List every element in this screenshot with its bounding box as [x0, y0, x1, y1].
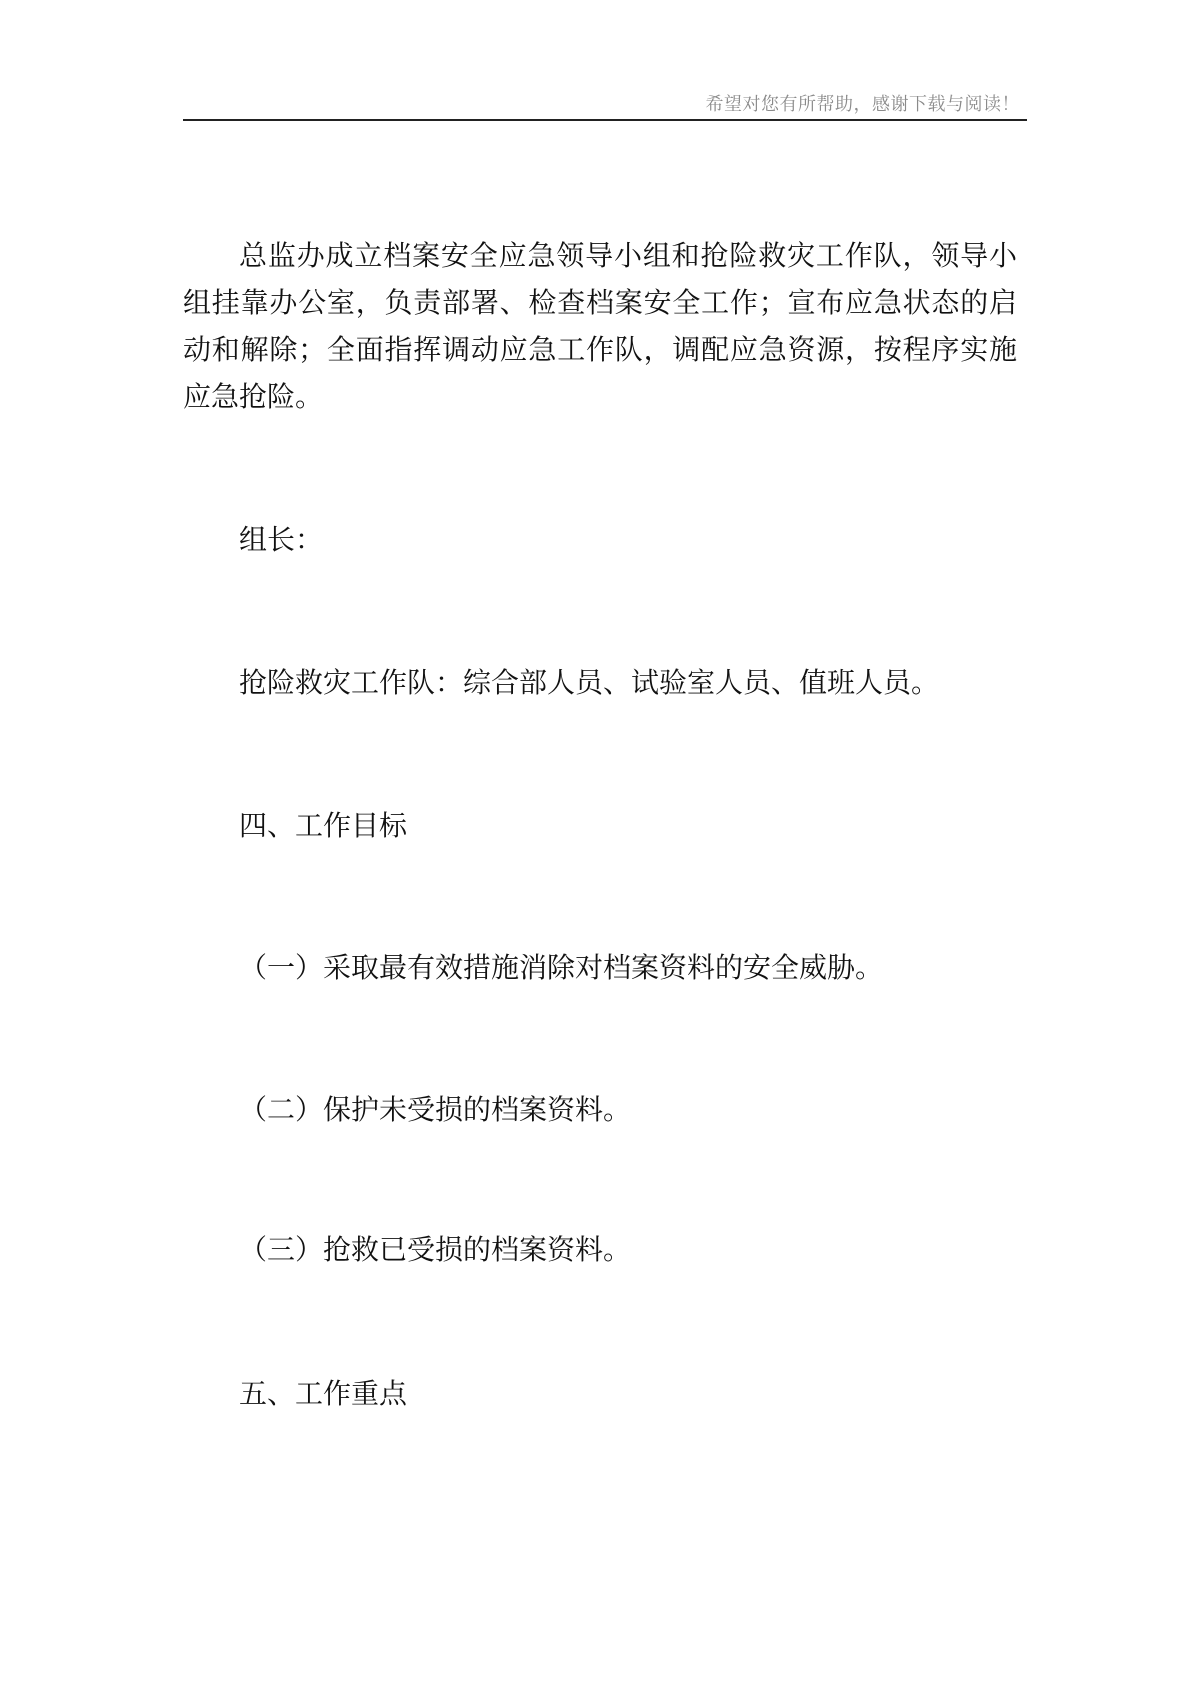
goal-item-3: （三）抢救已受损的档案资料。: [239, 1233, 632, 1266]
rescue-team-line: 抢险救灾工作队：综合部人员、试验室人员、值班人员。: [239, 666, 940, 699]
header-note: 希望对您有所帮助，感谢下载与阅读！: [705, 94, 1020, 115]
goal-item-1: （一）采取最有效措施消除对档案资料的安全威胁。: [239, 951, 884, 984]
goal-item-2: （二）保护未受损的档案资料。: [239, 1093, 632, 1126]
header-divider: [183, 119, 1027, 121]
paragraph-text: 总监办成立档案安全应急领导小组和抢险救灾工作队，领导小组挂靠办公室，负责部署、检查档案安全工作；宣布应急状态的启动和解除；全面指挥调动应急工作队，调配应急资源，按程序实施应急抢险。: [183, 239, 1017, 413]
leader-line: 组长：: [239, 523, 324, 556]
section-heading-work-goals: 四、工作目标: [239, 809, 408, 842]
section-heading-work-focus: 五、工作重点: [239, 1377, 408, 1410]
paragraph-leadership-group: [183, 232, 1017, 420]
